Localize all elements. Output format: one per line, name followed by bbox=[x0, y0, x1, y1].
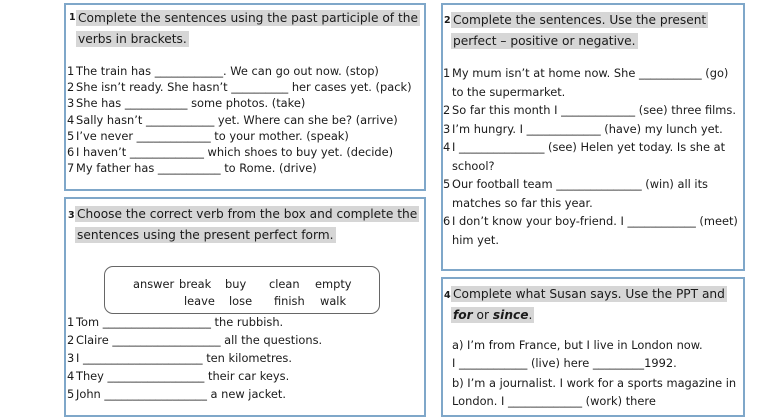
exercise-4-number: 4 bbox=[444, 290, 451, 301]
list-item: 1 The train has ____________. We can go out now. (stop) bbox=[67, 64, 379, 78]
exercise-2-title bbox=[451, 10, 708, 52]
word-walk: walk bbox=[320, 294, 347, 308]
exercise-4-line-b: b) I’m a journalist. I work for a sports magazine in bbox=[452, 376, 737, 390]
exercise-2-box bbox=[441, 3, 745, 271]
word-break: break bbox=[179, 277, 212, 291]
exercise-4-line-a: a) I’m from France, but I live in London now. bbox=[452, 338, 703, 352]
word-leave: leave bbox=[184, 294, 215, 308]
list-item: 5 John __________________ a new jacket. bbox=[67, 387, 286, 401]
exercise-1-number: 1 bbox=[69, 12, 76, 23]
exercise-4-title-line2: for or since. bbox=[453, 308, 533, 322]
exercise-4-title bbox=[451, 284, 727, 326]
exercise-2-title-line2: perfect – positive or negative. bbox=[453, 34, 636, 48]
list-item: 3 I’m hungry. I _____________ (have) my lunch yet. bbox=[443, 121, 723, 136]
exercise-1-box bbox=[64, 3, 426, 191]
list-item: 4 Sally hasn’t ____________ yet. Where can she be? (arrive) bbox=[67, 112, 398, 127]
exercise-4-line-a2: I ____________ (live) here _________1992. bbox=[452, 356, 677, 370]
word-buy: buy bbox=[225, 277, 247, 291]
exercise-3-title-line2: sentences using the present perfect form. bbox=[77, 228, 334, 242]
word-empty: empty bbox=[315, 277, 352, 291]
word-lose: lose bbox=[229, 294, 253, 308]
list-item: 2 She isn’t ready. She hasn’t __________ her cases yet. (pack) bbox=[67, 80, 412, 95]
word-clean: clean bbox=[269, 277, 300, 291]
list-item: 2 So far this month I _____________ (see) three films. bbox=[443, 103, 736, 117]
word-finish: finish bbox=[274, 294, 305, 308]
word-box bbox=[104, 266, 380, 314]
list-item: 5 I’ve never _____________ to your mother. (speak) bbox=[67, 128, 349, 143]
exercise-4-box bbox=[441, 277, 745, 417]
exercise-3-title bbox=[75, 204, 419, 246]
exercise-3-number: 3 bbox=[68, 210, 75, 221]
list-item: 6 I haven’t _____________ which shoes to buy yet. (decide) bbox=[67, 145, 394, 160]
exercise-1-title-line1: Complete the sentences using the past participle of the bbox=[78, 11, 418, 25]
exercise-1-list bbox=[67, 63, 412, 176]
list-item: 3 She has ___________ some photos. (take) bbox=[67, 96, 306, 111]
exercise-4-title-line1: Complete what Susan says. Use the PPT and bbox=[453, 287, 725, 301]
list-item: 2 Claire ___________________ all the questions. bbox=[67, 333, 323, 347]
list-item: 3 I _____________________ ten kilometres. bbox=[67, 351, 292, 365]
word-answer: answer bbox=[133, 277, 175, 291]
list-item: 1 Tom ___________________ the rubbish. bbox=[67, 315, 284, 329]
exercise-2-number: 2 bbox=[444, 15, 451, 26]
list-item: 4 I _______________ (see) Helen yet today. Is she at school? bbox=[443, 140, 726, 173]
exercise-4-line-b2: London. I _____________ (work) there bbox=[452, 394, 656, 408]
exercise-1-title bbox=[76, 8, 420, 50]
exercise-2-title-line1: Complete the sentences. Use the present bbox=[453, 13, 707, 27]
list-item: 5 Our football team _______________ (win) all its matches so far this year. bbox=[443, 177, 708, 210]
exercise-3-list bbox=[67, 313, 322, 403]
list-item: 4 They _________________ their car keys. bbox=[67, 369, 290, 383]
exercise-2-list bbox=[443, 64, 739, 249]
list-item: 7 My father has ___________ to Rome. (drive) bbox=[67, 161, 317, 176]
exercise-3-title-line1: Choose the correct verb from the box and complete the bbox=[77, 207, 418, 221]
list-item: 6 I don’t know your boy-friend. I ____________ (meet) him yet. bbox=[443, 214, 738, 247]
list-item: 1 My mum isn’t at home now. She ___________ (go) to the supermarket. bbox=[443, 66, 729, 99]
exercise-1-title-line2: verbs in brackets. bbox=[78, 32, 187, 46]
